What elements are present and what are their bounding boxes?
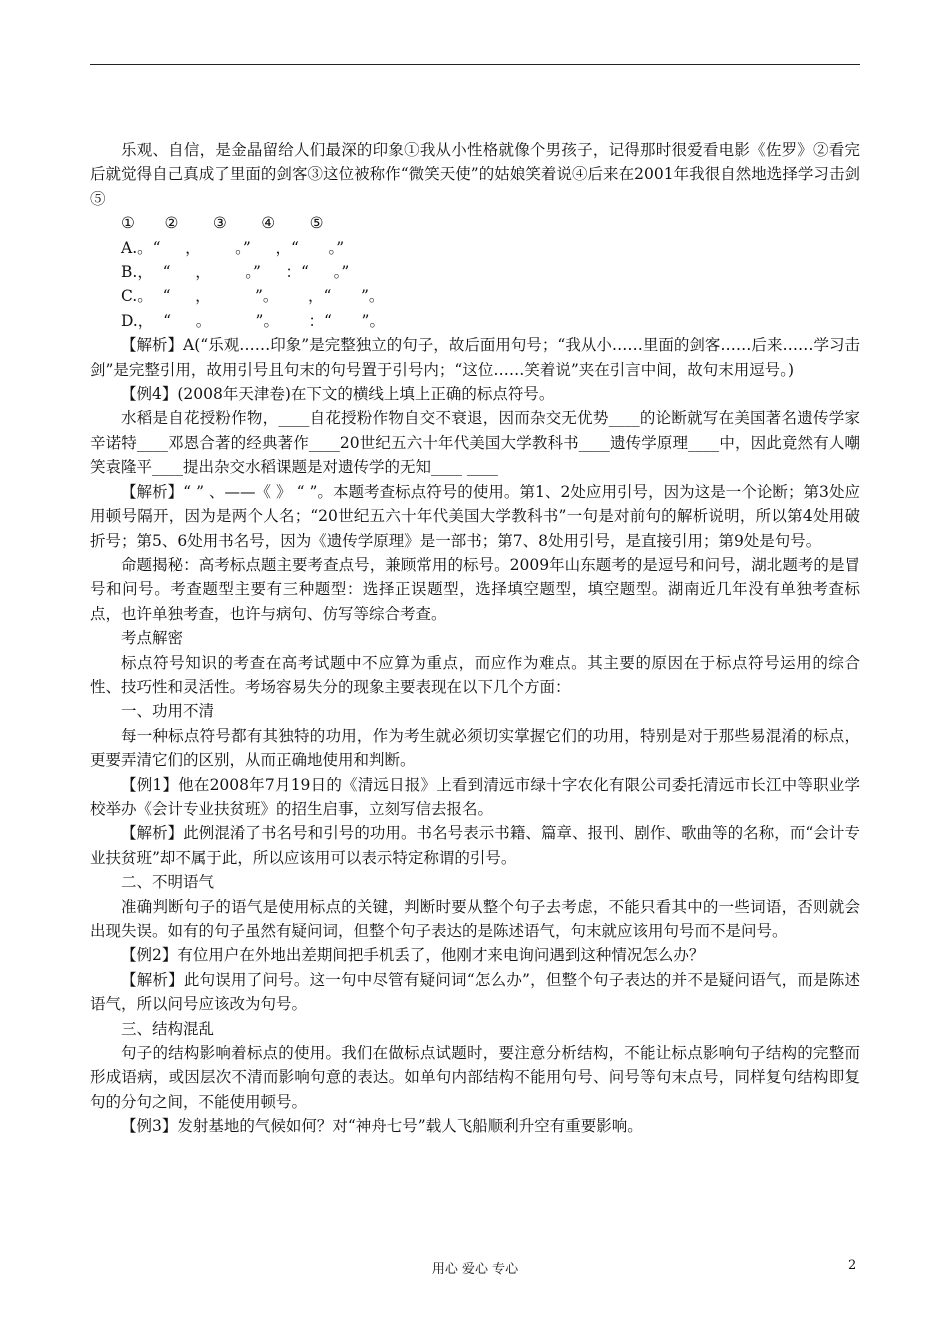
paragraph: 标点符号知识的考查在高考试题中不应算为重点，而应作为难点。其主要的原因在于标点符号运用的综合性、技巧性和灵活性。考场容易失分的现象主要表现在以下几个方面： bbox=[90, 653, 860, 696]
paragraph: 【解析】“ ” 、——《 》 “ ”。本题考查标点符号的使用。第1、2处应用引号，因为这是一个论断；第3处应用顿号隔开，因为是两个人名；“20世纪五六十年代美国大学教科书”一句是对前句的解析说明，所以第4处用破折号；第5、6处用书名号，因为《遗传学原理》是一部书；第7、8处用引号，是直接引用；第9处是句号。 bbox=[90, 482, 860, 550]
header-rule bbox=[90, 64, 860, 65]
paragraph: 【例3】发射基地的气候如何？对“神舟七号”载人飞船顺利升空有重要影响。 bbox=[121, 1117, 643, 1136]
paragraph: 句子的结构影响着标点的使用。我们在做标点试题时，要注意分析结构，不能让标点影响句子结构的完整而形成语病，或因层次不清而影响句意的表达。如单句内部结构不能用句号、问号等句末点号，同样复句结构即复句的分句之间，不能使用顿号。 bbox=[90, 1044, 860, 1111]
option-b: B.， “ ， 。” ：“ 。” bbox=[121, 263, 350, 282]
footer-motto: 用心 爱心 专心 bbox=[431, 1262, 519, 1277]
paragraph: 【例4】(2008年天津卷)在下文的横线上填上正确的标点符号。 bbox=[121, 385, 555, 404]
section-heading: 考点解密 bbox=[121, 629, 184, 648]
option-a: A.。“ ， 。” ，“ 。” bbox=[121, 238, 345, 257]
section-heading: 三、结构混乱 bbox=[121, 1019, 215, 1038]
section-heading: 二、不明语气 bbox=[121, 873, 215, 892]
paragraph: 【解析】此句误用了问号。这一句中尽管有疑问词“怎么办”，但整个句子表达的并不是疑问语气，而是陈述语气，所以问号应该改为句号。 bbox=[90, 970, 860, 1014]
section-heading: 一、功用不清 bbox=[121, 702, 215, 721]
paragraph: 水稻是自花授粉作物，____自花授粉作物自交不衰退，因而杂交无优势____的论断就写在美国著名遗传学家辛诺特____邓恩合著的经典著作____20世纪五六十年代美国大学教科书____遗传学原理____中，因此竟然有人嘲笑袁隆平____提出杂交水稻课题是对遗传学的无知____ ____ bbox=[90, 409, 860, 477]
paragraph: 【解析】A(“乐观……印象”是完整独立的句子，故后面用句号；“我从小……里面的剑客……后来……学习击剑”是完整引用，故用引号且句末的句号置于引号内；“这位……笑着说”夹在引言中间，故句末用逗号。) bbox=[90, 336, 860, 379]
paragraph: 【例2】有位用户在外地出差期间把手机丢了，他刚才来电询问遇到这种情况怎么办？ bbox=[121, 946, 705, 965]
paragraph: 【例1】他在2008年7月19日的《清远日报》上看到清远市绿十字农化有限公司委托清远市长江中等职业学校举办《会计专业扶贫班》的招生启事，立刻写信去报名。 bbox=[90, 775, 860, 818]
option-c: C.。 “ ， ”。 ，“ ”。 bbox=[121, 287, 385, 306]
document-body bbox=[90, 138, 860, 1139]
option-numbers: ① ② ③ ④ ⑤ bbox=[121, 214, 324, 233]
option-d: D.， “ 。 ”。 ：“ ”。 bbox=[121, 311, 385, 330]
page-number: 2 bbox=[848, 1258, 857, 1273]
paragraph: 乐观、自信，是金晶留给人们最深的印象①我从小性格就像个男孩子，记得那时很爱看电影《佐罗》②看完后就觉得自己真成了里面的剑客③这位被称作“微笑天使”的姑娘笑着说④后来在2001年我很自然地选择学习击剑⑤ bbox=[90, 141, 860, 208]
paragraph: 命题揭秘：高考标点题主要考查点号，兼顾常用的标号。2009年山东题考的是逗号和问号，湖北题考的是冒号和问号。考查题型主要有三种题型：选择正误题型，选择填空题型，填空题型。湖南近几年没有单独考查标点，也许单独考查，也许与病句、仿写等综合考查。 bbox=[90, 555, 860, 623]
paragraph: 【解析】此例混淆了书名号和引号的功用。书名号表示书籍、篇章、报刊、剧作、歌曲等的名称，而“会计专业扶贫班”却不属于此，所以应该用可以表示特定称谓的引号。 bbox=[90, 824, 860, 867]
paragraph: 准确判断句子的语气是使用标点的关键，判断时要从整个句子去考虑，不能只看其中的一些词语，否则就会出现失误。如有的句子虽然有疑问词，但整个句子表达的是陈述语气，句末就应该用句号而不是问号。 bbox=[90, 897, 860, 940]
paragraph: 每一种标点符号都有其独特的功用，作为考生就必须切实掌握它们的功用，特别是对于那些易混淆的标点，更要弄清它们的区别，从而正确地使用和判断。 bbox=[90, 726, 860, 770]
